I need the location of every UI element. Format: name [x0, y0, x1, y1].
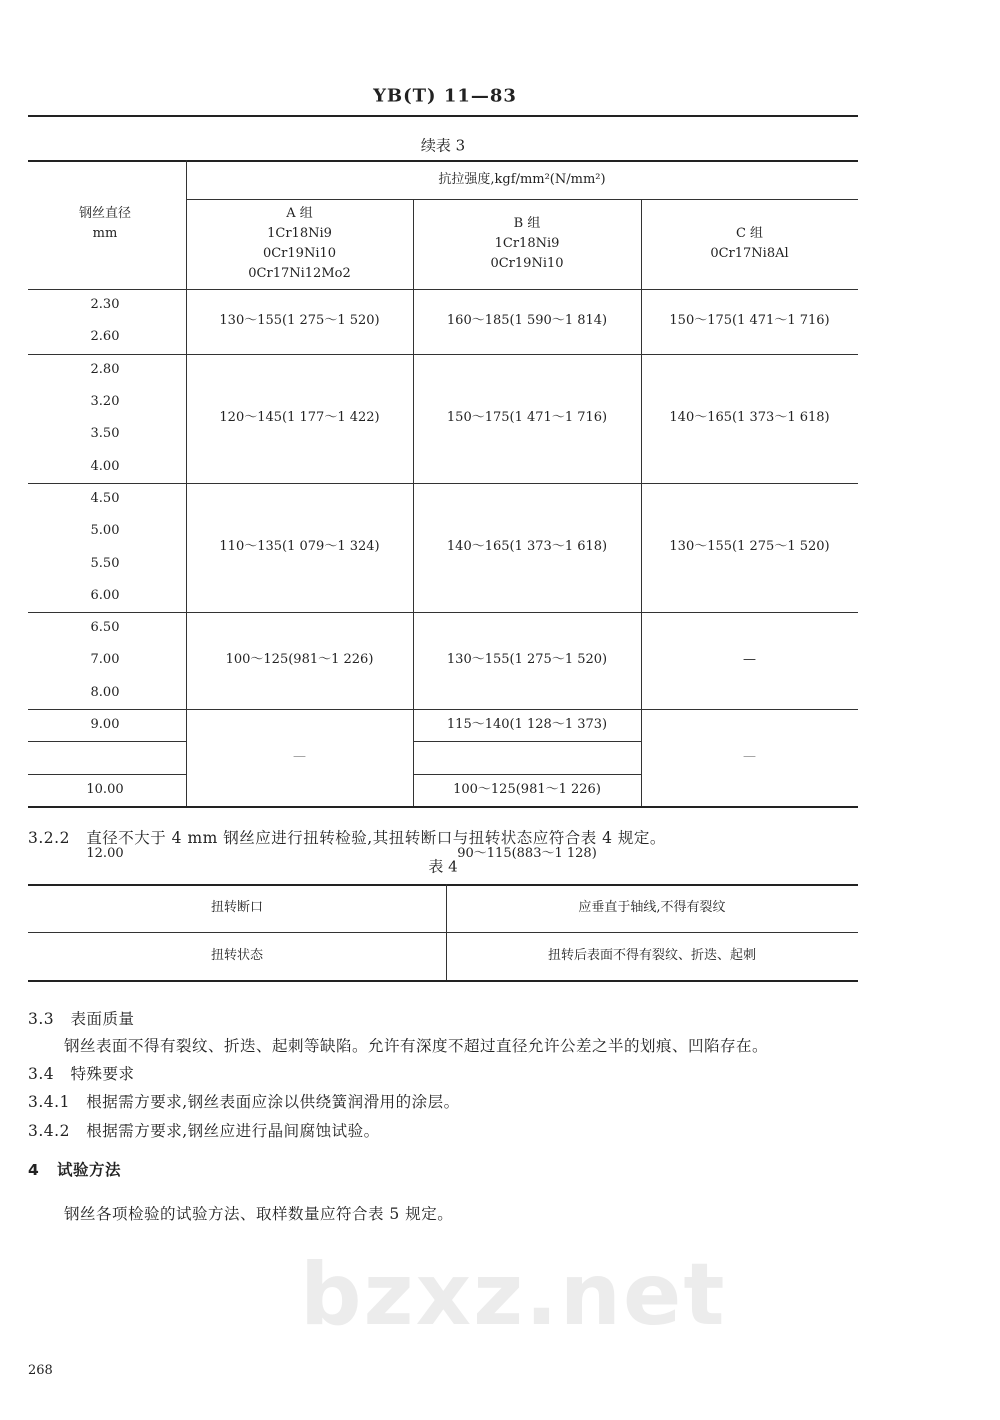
col-header-strength: 抗拉强度,kgf/mm²(N/mm²) — [438, 172, 606, 187]
table-rule — [28, 774, 186, 775]
diameter-cell: 9.00 — [90, 717, 120, 733]
table-rule — [28, 741, 186, 742]
clause-3-3-text: 钢丝表面不得有裂纹、折迭、起刺等缺陷。允许有深度不超过直径允许公差之半的划痕、凹陷存在。 — [64, 1037, 769, 1055]
strength-cell-b: 150～175(1 471～1 716) — [446, 410, 608, 426]
clause-3-3-heading — [28, 1007, 134, 1029]
table-rule — [28, 354, 858, 355]
clause-number: 3.4 — [28, 1065, 55, 1083]
strength-cell-b: 160～185(1 590～1 814) — [446, 313, 608, 329]
strength-cell-c: 150～175(1 471～1 716) — [669, 313, 830, 329]
table4-row-rule — [28, 932, 858, 933]
table-rule — [28, 289, 858, 290]
clause-number: 3.4.1 — [28, 1093, 70, 1111]
table4-req: 扭转后表面不得有裂纹、折迭、起刺 — [547, 948, 757, 963]
clause-title: 表面质量 — [70, 1010, 135, 1028]
clause-3-4-heading — [28, 1062, 134, 1084]
diameter-cell: 4.50 — [90, 490, 120, 506]
table-rule — [413, 774, 641, 775]
strength-cell-a: 100～125(981～1 226) — [225, 652, 374, 668]
table-rule — [28, 806, 858, 808]
diameter-cell: 8.00 — [90, 684, 120, 700]
col-header-line: 钢丝直径 — [78, 206, 132, 221]
group-name: A 组 — [286, 206, 313, 221]
diameter-cell: 10.00 — [86, 781, 124, 797]
table4-caption: 表 4 — [428, 857, 458, 876]
clause-3-2-2 — [28, 826, 666, 848]
table-col-rule — [641, 199, 642, 806]
strength-cell-b: 100～125(981～1 226) — [453, 781, 601, 797]
group-name: B 组 — [513, 216, 541, 231]
strength-cell-a: 130～155(1 275～1 520) — [219, 313, 380, 329]
steel-grade: 0Cr19Ni10 — [490, 256, 564, 271]
section-number: 4 — [28, 1161, 40, 1179]
col-header-group-c — [710, 224, 788, 264]
strength-cell-a: 110～135(1 079～1 324) — [219, 539, 380, 555]
diameter-cell: 3.20 — [90, 394, 120, 410]
strength-cell-b: 115～140(1 128～1 373) — [446, 717, 608, 733]
clause-number: 3.3 — [28, 1010, 55, 1028]
strength-cell-c: 130～155(1 275～1 520) — [669, 539, 830, 555]
diameter-cell: 7.00 — [90, 652, 120, 668]
strength-cell-b: 90～115(883～1 128) — [457, 846, 597, 862]
group-name: C 组 — [735, 226, 764, 241]
strength-cell-c: 140～165(1 373～1 618) — [669, 410, 830, 426]
table-rule — [28, 709, 858, 710]
steel-grade: 0Cr17Ni12Mo2 — [248, 266, 351, 281]
strength-cell-a: 120～145(1 177～1 422) — [219, 410, 380, 426]
table-rule — [413, 741, 641, 742]
steel-grade: 1Cr18Ni9 — [494, 236, 560, 251]
col-header-group-a — [248, 204, 350, 284]
col-header-group-b — [490, 214, 563, 274]
clause-number: 3.2.2 — [28, 829, 70, 847]
strength-cell-c: — — [743, 749, 756, 765]
table-rule — [28, 612, 858, 613]
strength-cell-a: — — [293, 749, 306, 765]
strength-cell-b: 140～165(1 373～1 618) — [446, 539, 608, 555]
diameter-cell: 6.00 — [90, 587, 120, 603]
diameter-cell: 2.60 — [90, 329, 120, 345]
diameter-cell: 3.50 — [90, 426, 120, 442]
table-col-rule — [413, 199, 414, 806]
diameter-cell: 12.00 — [86, 846, 124, 862]
watermark: bzxz.net — [300, 1245, 727, 1345]
strength-cell-b: 130～155(1 275～1 520) — [446, 652, 608, 668]
table4-col-rule — [446, 884, 447, 980]
clause-text: 直径不大于 4 mm 钢丝应进行扭转检验,其扭转断口与扭转状态应符合表 4 规定。 — [86, 829, 666, 847]
table4-bottom-rule — [28, 980, 858, 982]
table-rule — [28, 483, 858, 484]
clause-title: 特殊要求 — [70, 1065, 135, 1083]
diameter-cell: 5.00 — [90, 523, 120, 539]
table4-req: 应垂直于轴线,不得有裂纹 — [578, 900, 726, 915]
table-rule — [186, 199, 858, 200]
standard-code-header: YB(T) 11—83 — [373, 85, 517, 107]
clause-text: 根据需方要求,钢丝表面应涂以供绕簧润滑用的涂层。 — [86, 1093, 460, 1111]
section-title: 试验方法 — [57, 1161, 122, 1179]
table4-item: 扭转状态 — [210, 948, 264, 963]
diameter-cell: 4.00 — [90, 458, 120, 474]
section-4-text: 钢丝各项检验的试验方法、取样数量应符合表 5 规定。 — [64, 1205, 454, 1223]
col-header-line: mm — [92, 226, 118, 241]
steel-grade: 1Cr18Ni9 — [267, 226, 332, 241]
col-header-diameter — [79, 204, 131, 244]
diameter-cell: 6.50 — [90, 620, 120, 636]
steel-grade: 0Cr17Ni8Al — [710, 246, 789, 261]
clause-text: 根据需方要求,钢丝应进行晶间腐蚀试验。 — [86, 1122, 380, 1140]
page-number: 268 — [28, 1363, 53, 1378]
table4-item: 扭转断口 — [210, 900, 264, 915]
diameter-cell: 2.80 — [90, 361, 120, 377]
clause-number: 3.4.2 — [28, 1122, 70, 1140]
steel-grade: 0Cr19Ni10 — [262, 246, 337, 261]
clause-3-4-2 — [28, 1119, 380, 1141]
table4-top-rule — [28, 884, 858, 886]
header-rule — [28, 115, 858, 117]
table-rule — [28, 160, 858, 162]
diameter-cell: 5.50 — [90, 555, 120, 571]
table3-caption: 续表 3 — [420, 136, 466, 155]
strength-cell-c: — — [743, 652, 756, 668]
diameter-cell: 2.30 — [90, 297, 120, 313]
section-4-heading — [28, 1158, 121, 1180]
clause-3-4-1 — [28, 1090, 460, 1112]
